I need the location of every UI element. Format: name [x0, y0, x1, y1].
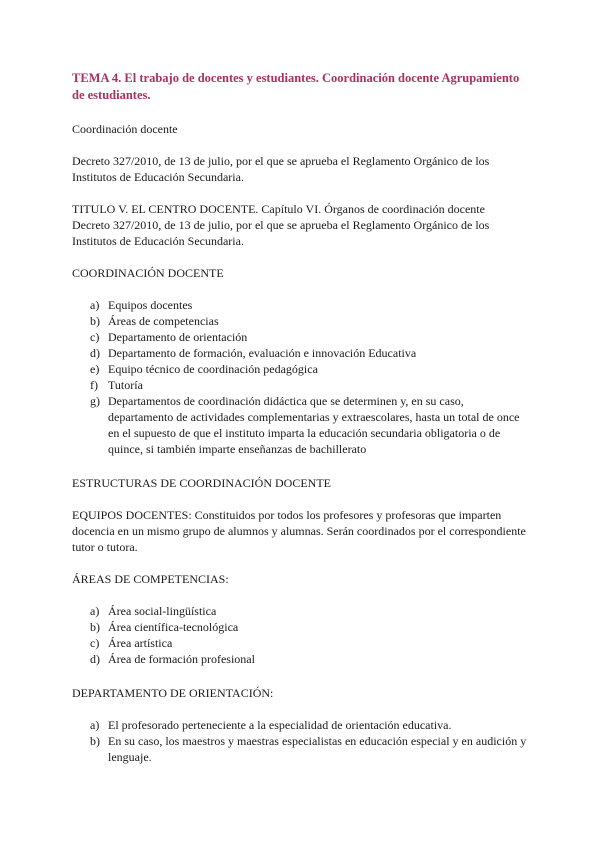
list-marker: a) — [90, 604, 100, 618]
list-item-text: Departamentos de coordinación didáctica que se determinen y, en su caso, departamento de actividades complementarias y extraescolares, hasta un total de once en el supuesto de que el instituto imparta la educación secundaria obligatoria o de quince, si también imparte enseñanzas de bachillerato — [108, 394, 520, 456]
list-item-text: Equipo técnico de coordinación pedagógica — [108, 362, 318, 376]
list-item — [72, 345, 532, 361]
list-marker: a) — [90, 298, 100, 312]
list-marker: c) — [90, 636, 100, 650]
document-body — [72, 70, 532, 783]
list-item — [72, 635, 532, 651]
list-item-text: Departamento de orientación — [108, 330, 248, 344]
list-item — [72, 361, 532, 377]
list-marker: e) — [90, 362, 100, 376]
coordinacion-heading: COORDINACIÓN DOCENTE — [72, 266, 224, 280]
list-marker: d) — [90, 346, 100, 360]
list-item-text: Tutoría — [108, 378, 143, 392]
equipos-docentes-paragraph: EQUIPOS DOCENTES: Constituidos por todos los profesores y profesoras que imparten docencia en un mismo grupo de alumnos y alumnas. Serán coordinados por el correspondiente tutor o tutora. — [72, 508, 526, 554]
list-item — [72, 619, 532, 635]
section-subtitle: Coordinación docente — [72, 122, 178, 136]
list-item-text: En su caso, los maestros y maestras especialistas en educación especial y en audición y lenguaje. — [108, 734, 527, 764]
list-marker: b) — [90, 620, 100, 634]
list-marker: d) — [90, 652, 100, 666]
list-item — [72, 393, 532, 457]
list-item-text: Área social-lingüística — [108, 604, 217, 618]
coordinacion-list — [72, 297, 532, 457]
list-marker: b) — [90, 734, 100, 748]
title-v-line: TITULO V. EL CENTRO DOCENTE. Capítulo VI. Órganos de coordinación docente — [72, 202, 485, 216]
list-item-text: Equipos docentes — [108, 298, 193, 312]
decree-paragraph-1: Decreto 327/2010, de 13 de julio, por el que se aprueba el Reglamento Orgánico de los Institutos de Educación Secundaria. — [72, 154, 490, 184]
list-item-text: Áreas de competencias — [108, 314, 219, 328]
list-item-text: Área artística — [108, 636, 173, 650]
list-marker: b) — [90, 314, 100, 328]
list-item — [72, 651, 532, 667]
title-v-block — [72, 201, 532, 249]
list-item-text: El profesorado perteneciente a la especialidad de orientación educativa. — [108, 718, 452, 732]
list-marker: a) — [90, 718, 100, 732]
estructuras-heading: ESTRUCTURAS DE COORDINACIÓN DOCENTE — [72, 476, 332, 490]
list-item — [72, 733, 532, 765]
areas-heading: ÁREAS DE COMPETENCIAS: — [72, 572, 229, 586]
list-marker: f) — [90, 378, 98, 392]
list-item-text: Departamento de formación, evaluación e innovación Educativa — [108, 346, 417, 360]
orientacion-list — [72, 717, 532, 765]
list-item-text: Área de formación profesional — [108, 652, 255, 666]
areas-list — [72, 603, 532, 667]
list-item — [72, 297, 532, 313]
document-title: TEMA 4. El trabajo de docentes y estudiantes. Coordinación docente Agrupamiento de estudiantes. — [72, 71, 520, 102]
list-item — [72, 603, 532, 619]
list-item — [72, 329, 532, 345]
list-item — [72, 717, 532, 733]
orientacion-heading: DEPARTAMENTO DE ORIENTACIÓN: — [72, 686, 274, 700]
list-item — [72, 377, 532, 393]
list-item — [72, 313, 532, 329]
list-marker: c) — [90, 330, 100, 344]
decree-paragraph-2: Decreto 327/2010, de 13 de julio, por el que se aprueba el Reglamento Orgánico de los Institutos de Educación Secundaria. — [72, 218, 490, 248]
list-marker: g) — [90, 394, 100, 408]
list-item-text: Área científica-tecnológica — [108, 620, 239, 634]
